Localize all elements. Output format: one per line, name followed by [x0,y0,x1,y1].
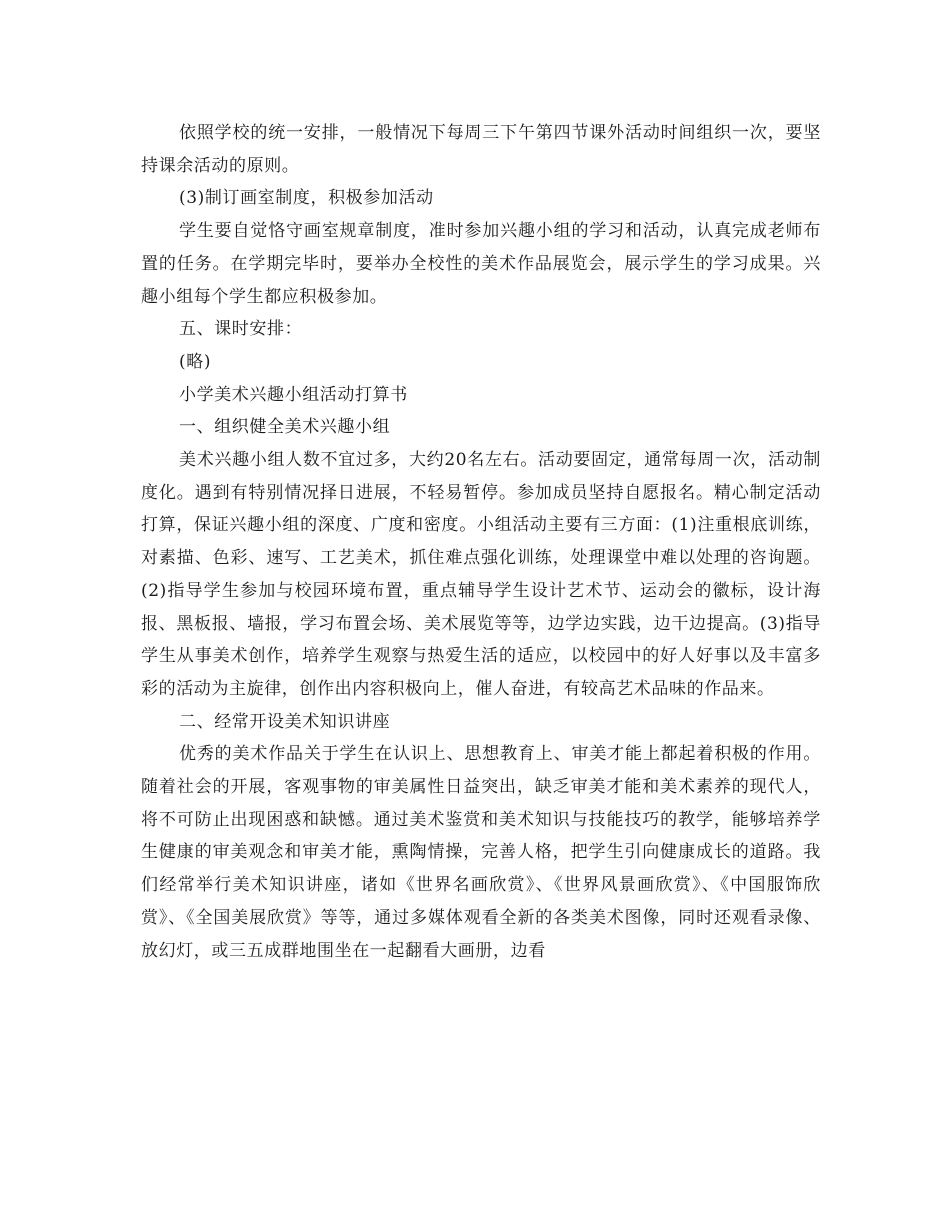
heading-studio-rules: (3)制订画室制度，积极参加活动 [179,188,434,209]
heading-art-lectures: 二、经常开设美术知识讲座 [179,711,391,732]
document-body [141,117,821,967]
paragraph-organize-group: 美术兴趣小组人数不宜过多，大约20名左右。活动要固定，通常每周一次，活动制度化。遇到有特别情况择日进展，不轻易暂停。参加成员坚持自愿报名。精心制定活动打算，保证兴趣小组的深度、广度和密度。小组活动主要有三方面：(1)注重根底训练，对素描、色彩、速写、工艺美术，抓住难点强化训练，处理课堂中难以处理的咨询题。(2)指导学生参加与校园环境布置，重点辅导学生设计艺术节、运动会的徽标，设计海报、黑板报、墙报，学习布置会场、美术展览等等，边学边实践，边干边提高。(3)指导学生从事美术创作，培养学生观察与热爱生活的适应，以校园中的好人好事以及丰富多彩的活动为主旋律，创作出内容积极向上，催人奋进，有较高艺术品味的作品来。 [141,450,821,699]
heading-organize-group: 一、组织健全美术兴趣小组 [179,417,391,438]
paragraph-activity-schedule: 依照学校的统一安排，一般情况下每周三下午第四节课外活动时间组织一次，要坚持课余活动的原则。 [141,123,821,176]
paragraph-art-lectures: 优秀的美术作品关于学生在认识上、思想教育上、审美才能上都起着积极的作用。随着社会的开展，客观事物的审美属性日益突出，缺乏审美才能和美术素养的现代人，将不可防止出现困惑和缺憾。通过美术鉴赏和美术知识与技能技巧的教学，能够培养学生健康的审美观念和审美才能，熏陶情操，完善人格，把学生引向健康成长的道路。我们经常举行美术知识讲座，诸如《世界名画欣赏》、《世界风景画欣赏》、《中国服饰欣赏》、《全国美展欣赏》等等，通过多媒体观看全新的各类美术图像，同时还观看录像、放幻灯，或三五成群地围坐在一起翻看大画册，边看 [141,744,821,961]
paragraph-studio-rules: 学生要自觉恪守画室规章制度，准时参加兴趣小组的学习和活动，认真完成老师布置的任务。在学期完毕时，要举办全校性的美术作品展览会，展示学生的学习成果。兴趣小组每个学生都应积极参加。 [141,221,821,307]
heading-class-hours: 五、课时安排： [179,319,303,340]
document-title: 小学美术兴趣小组活动打算书 [179,384,408,405]
paragraph-omitted: (略) [179,351,212,372]
